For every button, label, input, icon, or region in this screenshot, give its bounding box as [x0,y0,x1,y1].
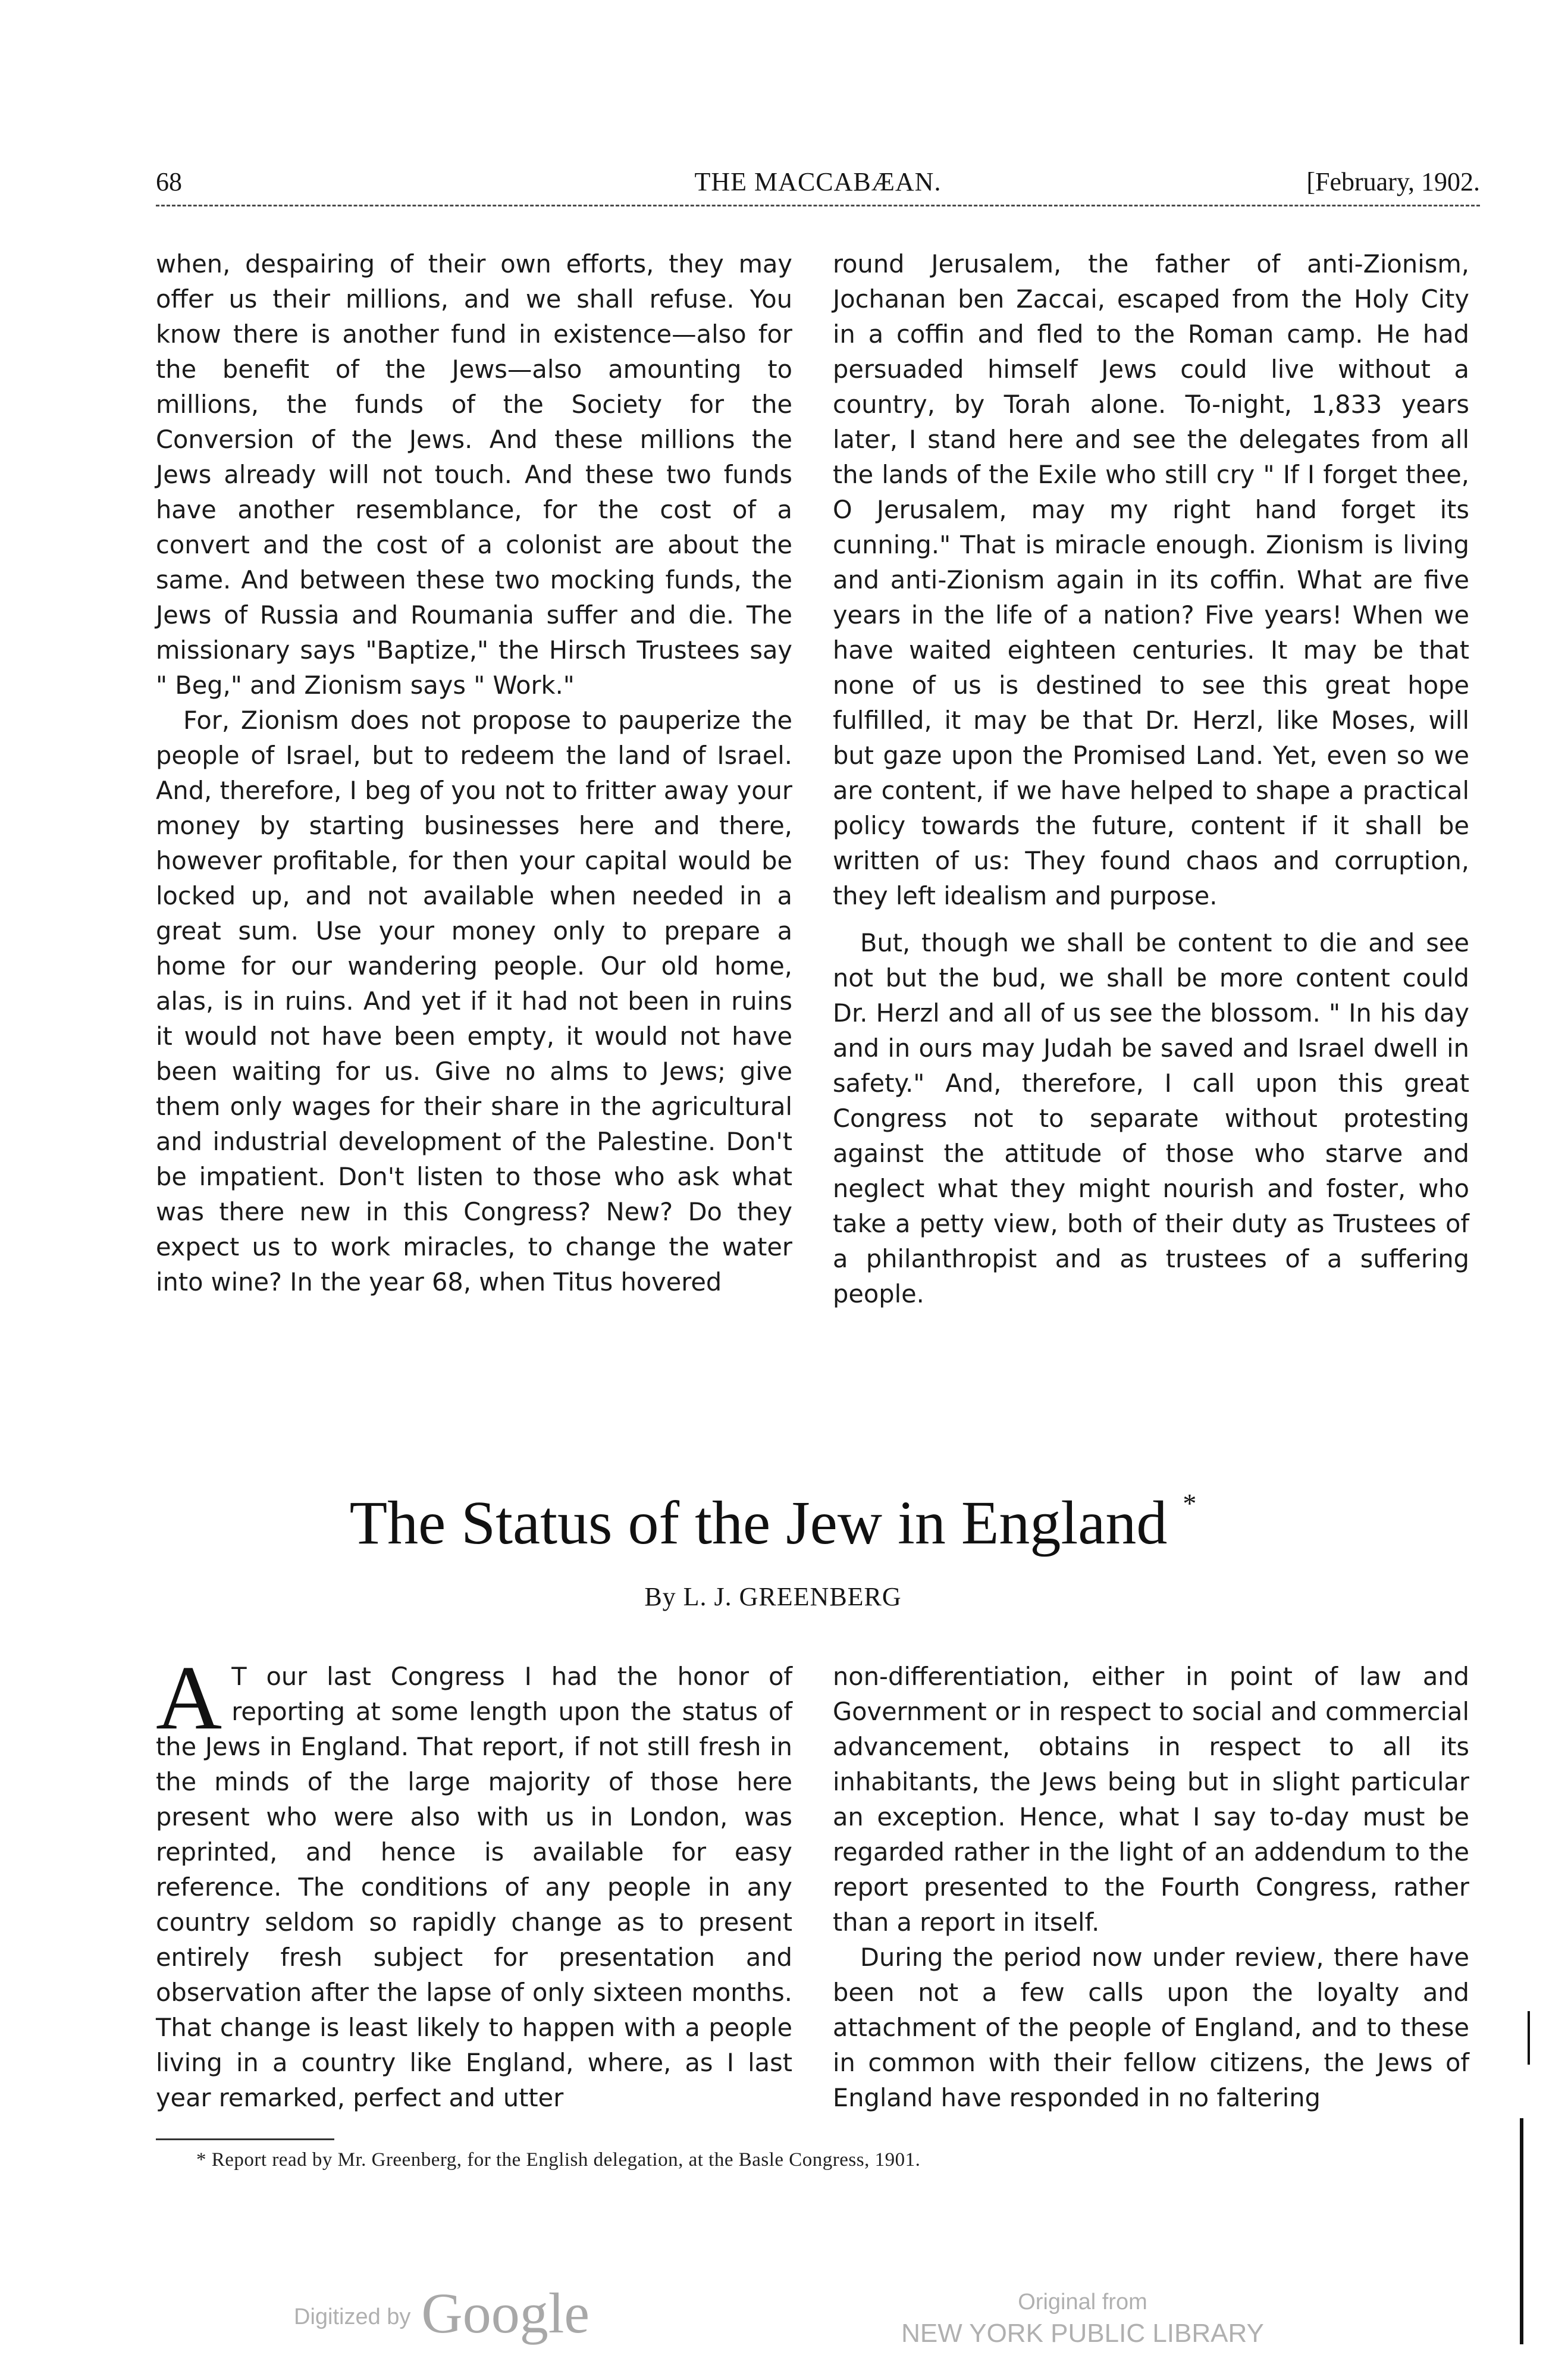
page-edge-mark [1528,2011,1530,2065]
footnote: * Report read by Mr. Greenberg, for the English delegation, at the Basle Congress, 1901. [196,2149,921,2171]
paragraph: when, despairing of their own efforts, they may offer us their millions, and we shall refuse. You know there is another fund in existence—also for the benefit of the Jews—also amounting to millions, the funds of the Society for the Conversion of the Jews. And these millions the Jews already will not touch. And these two funds have another resemblance, for the cost of a convert and the cost of a colonist are about the same. And between these two mocking funds, the Jews of Russia and Roumania suffer and die. The missionary says "Baptize," the Hirsch Trustees say " Beg," and Zionism says " Work." [156,249,792,700]
paragraph: During the period now under review, there have been not a few calls upon the loyalty and attachment of the people of England, and to these in common with their fellow citizens, the Jews of England have responded in no faltering [833,1943,1469,2112]
top-left-column [156,246,792,1299]
header-rule [156,205,1480,206]
journal-title: THE MACCABÆAN. [694,167,942,196]
article-left-column [156,1648,792,2115]
article-right-column [833,1659,1469,2115]
byline: By L. J. GREENBERG [644,1582,902,1611]
library-notice: Original from NEW YORK PUBLIC LIBRARY [901,2290,1264,2348]
drop-cap: A [156,1648,222,1749]
google-logo: Google [421,2281,590,2345]
footnote-rule [156,2138,334,2140]
paragraph: T our last Congress I had the honor of reporting at some length upon the status of the Jews in England. That report, if not still fresh in the minds of the large majority of those here present who were also with us in London, was reprinted, and hence is available for easy reference. The conditions of any people in any country seldom so rapidly change as to present entirely fresh subject for presentation and observation after the lapse of only sixteen months. That change is least likely to happen with a people living in a country like England, where, as I last year remarked, perfect and utter [156,1662,792,2112]
running-head [156,162,1480,209]
issue-date: [February, 1902. [1306,167,1480,196]
paragraph: But, though we shall be content to die and see not but the bud, we shall be more content could Dr. Herzl and all of us see the blossom. " In his day and in ours may Judah be saved and Israel dwell in safety." And, therefore, I call upon this great Congress not to separate without protesting against the attitude of those who starve and neglect what they might nourish and foster, who take a petty view, both of their duty as Trustees of a philanthropist and as trustees of a suffering people. [833,928,1469,1308]
footnote-marker: * [1183,1488,1197,1518]
paragraph: round Jerusalem, the father of anti-Zionism, Jochanan ben Zaccai, escaped from the Holy City in a coffin and fled to the Roman camp. He had persuaded himself Jews could live without a country, by Torah alone. To-night, 1,833 years later, I stand here and see the delegates from all the lands of the Exile who still cry " If I forget thee, O Jerusalem, may my right hand forget its cunning." That is miracle enough. Zionism is living and anti-Zionism again in its coffin. What are five years in the life of a nation? Five years! When we have waited eighteen centuries. It may be that none of us is destined to see this great hope fulfilled, it may be that Dr. Herzl, like Moses, will but gaze upon the Promised Land. Yet, even so we are content, if we have helped to shape a practical policy towards the future, content if it shall be written of us: They found chaos and corruption, they left idealism and purpose. [833,249,1469,910]
paragraph: non-differentiation, either in point of law and Government or in respect to social and commercial advancement, obtains in respect to all its inhabitants, the Jews being but in slight particular an exception. Hence, what I say to-day must be regarded rather in the light of an addendum to the report presented to the Fourth Congress, rather than a report in itself. [833,1662,1469,1937]
page-edge-mark [1520,2118,1523,2344]
page-number: 68 [156,167,182,196]
digitized-by-notice: Digitized by Google [294,2281,590,2345]
article-title: The Status of the Jew in England * [349,1488,1197,1557]
top-right-column [833,246,1469,1311]
paragraph: For, Zionism does not propose to pauperize the people of Israel, but to redeem the land of Israel. And, therefore, I beg of you not to fritter away your money by starting businesses here and there, however profitable, for then your capital would be locked up, and not available when needed in a great sum. Use your money only to prepare a home for our wandering people. Our old home, alas, is in ruins. And yet if it had not been in ruins it would not have been empty, it would not have been waiting for us. Give no alms to Jews; give them only wages for their share in the agricultural and industrial development of the Palestine. Don't be impatient. Don't listen to those who ask what was there new in this Congress? New? Do they expect us to work miracles, to change the water into wine? In the year 68, when Titus hovered [156,706,792,1297]
